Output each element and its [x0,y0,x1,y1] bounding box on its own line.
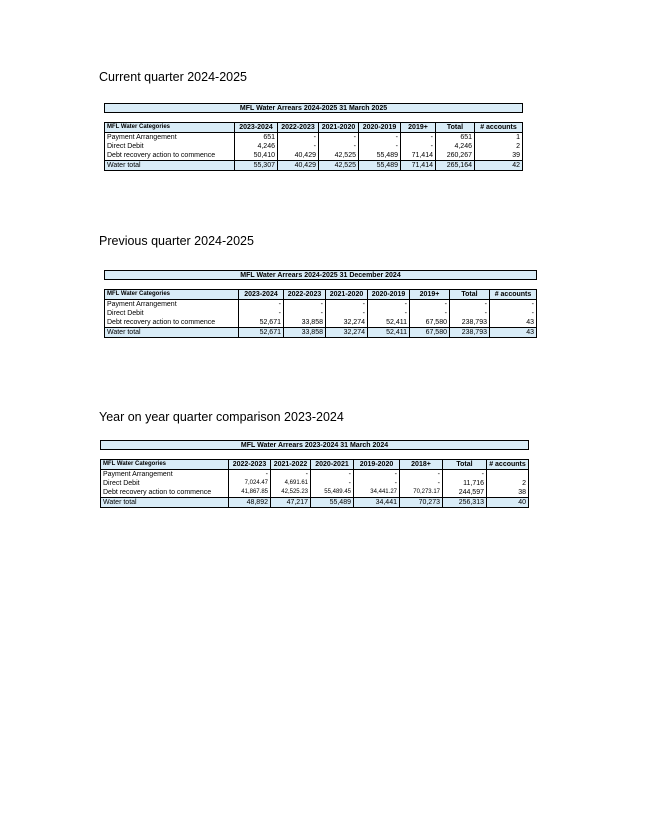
table-cell: Water total [101,498,229,508]
table-cell: 2 [475,142,523,151]
column-header: 2019+ [401,123,436,133]
table-cell: 32,274 [326,318,368,328]
table-cell: - [410,309,450,318]
arrears-table [104,289,537,338]
table-header-row [101,460,529,470]
table-cell: 52,411 [368,328,410,338]
table-cell: 55,489 [359,151,401,161]
report-title: MFL Water Arrears 2024-2025 31 March 2025 [104,103,523,113]
column-header: 2022-2023 [229,460,271,470]
table-cell: 256,313 [443,498,487,508]
table-cell: - [443,470,487,480]
table-cell: 52,671 [239,328,284,338]
column-header: 2021-2020 [326,290,368,300]
section-heading-current-quarter: Current quarter 2024-2025 [99,70,248,84]
table-cell: 42,525 [319,151,359,161]
table-cell: 265,164 [436,161,475,171]
table-cell: Direct Debit [101,479,229,488]
table-cell: 238,793 [450,328,490,338]
table-row [101,479,529,488]
table-cell: 40 [487,498,529,508]
total-row [101,498,529,508]
column-header: Total [450,290,490,300]
table-row [105,309,537,318]
table-cell: - [359,142,401,151]
table-cell: Direct Debit [105,309,239,318]
table-cell: 238,793 [450,318,490,328]
table-cell: 39 [475,151,523,161]
table-cell: 70,273.17 [400,488,443,498]
table-cell: 71,414 [401,151,436,161]
table-cell: 2 [487,479,529,488]
table-cell: 40,429 [278,161,319,171]
table-cell: 71,414 [401,161,436,171]
column-header: 2019-2020 [354,460,400,470]
table-cell: - [400,479,443,488]
table-cell: - [354,470,400,480]
table-cell: - [284,300,326,310]
table-cell: 260,267 [436,151,475,161]
column-header: 2021-2022 [271,460,311,470]
table-cell: Payment Arrangement [105,300,239,310]
table-cell: 4,246 [235,142,278,151]
arrears-table [104,122,523,171]
column-header: MFL Water Categories [105,290,239,300]
table-cell: - [401,133,436,143]
report-current-quarter [104,103,523,171]
table-cell: - [326,300,368,310]
table-row [105,133,523,143]
table-cell: 41,867.85 [229,488,271,498]
table-cell [487,470,529,480]
table-cell: 43 [490,328,537,338]
table-cell: - [368,300,410,310]
report-title: MFL Water Arrears 2023-2024 31 March 2024 [100,440,529,450]
column-header: 2019+ [410,290,450,300]
column-header: MFL Water Categories [101,460,229,470]
table-cell: 34,441.27 [354,488,400,498]
table-cell: - [229,470,271,480]
column-header: Total [436,123,475,133]
table-row [105,151,523,161]
table-cell: - [359,133,401,143]
table-cell: 70,273 [400,498,443,508]
table-cell: 7,024.47 [229,479,271,488]
report-title: MFL Water Arrears 2024-2025 31 December 2024 [104,270,537,280]
table-cell: 55,489 [359,161,401,171]
table-cell: 32,274 [326,328,368,338]
total-row [105,161,523,171]
table-cell: 42,525.23 [271,488,311,498]
section-heading-previous-quarter: Previous quarter 2024-2025 [99,234,254,248]
table-cell: - [319,133,359,143]
table-cell: Debt recovery action to commence [105,151,235,161]
report-year-on-year [100,440,529,508]
column-header: # accounts [487,460,529,470]
table-cell: 50,410 [235,151,278,161]
table-cell: - [319,142,359,151]
table-cell: 47,217 [271,498,311,508]
table-row [105,318,537,328]
report-previous-quarter [104,270,537,338]
table-cell: Debt recovery action to commence [105,318,239,328]
table-cell: - [354,479,400,488]
table-cell: 55,307 [235,161,278,171]
table-cell: - [401,142,436,151]
table-cell: 33,858 [284,328,326,338]
table-cell: 43 [490,318,537,328]
table-cell: 11,716 [443,479,487,488]
table-cell: - [368,309,410,318]
table-cell: Water total [105,161,235,171]
table-cell: - [490,300,537,310]
column-header: 2023-2024 [239,290,284,300]
table-cell: - [311,470,354,480]
table-cell: - [239,309,284,318]
arrears-table [100,459,529,508]
table-row [105,142,523,151]
table-cell: 52,411 [368,318,410,328]
table-cell: - [284,309,326,318]
table-cell: 67,580 [410,328,450,338]
table-cell: 34,441 [354,498,400,508]
table-cell: 33,858 [284,318,326,328]
table-cell: 52,671 [239,318,284,328]
table-cell: 244,597 [443,488,487,498]
table-cell: 651 [235,133,278,143]
table-header-row [105,123,523,133]
table-cell: - [271,470,311,480]
table-cell: Water total [105,328,239,338]
table-cell: 42 [475,161,523,171]
table-cell: - [490,309,537,318]
column-header: 2020-2019 [368,290,410,300]
total-row [105,328,537,338]
table-cell: - [400,470,443,480]
table-cell: 48,892 [229,498,271,508]
table-row [105,300,537,310]
table-cell: 67,580 [410,318,450,328]
table-cell: 55,489.45 [311,488,354,498]
table-cell: - [239,300,284,310]
table-cell: - [450,309,490,318]
table-cell: 4,246 [436,142,475,151]
table-row [101,488,529,498]
section-heading-year-on-year: Year on year quarter comparison 2023-2024 [99,410,344,424]
table-header-row [105,290,537,300]
table-cell: 55,489 [311,498,354,508]
table-cell: Debt recovery action to commence [101,488,229,498]
column-header: 2023-2024 [235,123,278,133]
column-header: # accounts [490,290,537,300]
column-header: 2018+ [400,460,443,470]
table-cell: 651 [436,133,475,143]
table-cell: - [278,142,319,151]
table-cell: 40,429 [278,151,319,161]
table-cell: - [410,300,450,310]
column-header: # accounts [475,123,523,133]
table-cell: 38 [487,488,529,498]
table-cell: 4,691.61 [271,479,311,488]
column-header: 2022-2023 [278,123,319,133]
table-cell: 42,525 [319,161,359,171]
table-cell: Payment Arrangement [101,470,229,480]
column-header: 2020-2021 [311,460,354,470]
table-cell: - [278,133,319,143]
table-cell: Payment Arrangement [105,133,235,143]
table-cell: 1 [475,133,523,143]
table-cell: - [326,309,368,318]
table-cell: - [311,479,354,488]
column-header: Total [443,460,487,470]
column-header: MFL Water Categories [105,123,235,133]
column-header: 2021-2020 [319,123,359,133]
table-cell: Direct Debit [105,142,235,151]
table-row [101,470,529,480]
column-header: 2022-2023 [284,290,326,300]
table-cell: - [450,300,490,310]
column-header: 2020-2019 [359,123,401,133]
